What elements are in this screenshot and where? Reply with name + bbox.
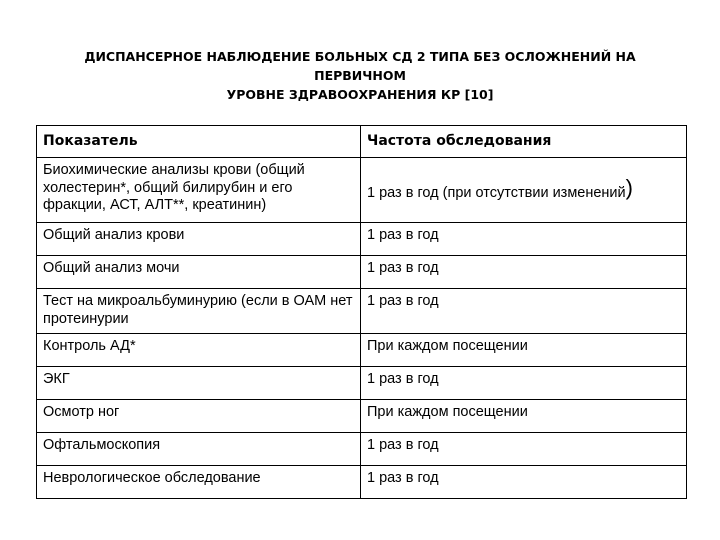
table-row: [37, 223, 687, 256]
page-title-line-2: УРОВНЕ ЗДРАВООХРАНЕНИЯ КР [10]: [226, 87, 494, 102]
indicator-cell: Общий анализ крови: [37, 223, 361, 256]
frequency-cell: [361, 158, 687, 223]
frequency-cell: 1 раз в год: [361, 223, 687, 256]
frequency-cell: При каждом посещении: [361, 334, 687, 367]
indicator-cell: Биохимические анализы крови (общий холестерин*, общий билирубин и его фракции, АСТ, АЛТ**, креатинин): [37, 158, 361, 223]
frequency-cell: 1 раз в год: [361, 433, 687, 466]
table-row: [37, 433, 687, 466]
table-row: [37, 158, 687, 223]
frequency-cell: 1 раз в год: [361, 367, 687, 400]
indicator-cell: Тест на микроальбуминурию (если в ОАМ нет протеинурии: [37, 289, 361, 334]
table-header-row: [37, 126, 687, 158]
page-title-line-1: ДИСПАНСЕРНОЕ НАБЛЮДЕНИЕ БОЛЬНЫХ СД 2 ТИПА БЕЗ ОСЛОЖНЕНИЙ НА ПЕРВИЧНОМ: [84, 49, 636, 83]
frequency-cell: 1 раз в год: [361, 256, 687, 289]
indicator-cell: Контроль АД*: [37, 334, 361, 367]
frequency-closing-paren: ): [625, 175, 633, 201]
indicator-cell: Общий анализ мочи: [37, 256, 361, 289]
frequency-cell: 1 раз в год: [361, 466, 687, 499]
table-row: [37, 289, 687, 334]
indicator-cell: ЭКГ: [37, 367, 361, 400]
frequency-cell: При каждом посещении: [361, 400, 687, 433]
table-row: [37, 400, 687, 433]
header-frequency: Частота обследования: [361, 126, 687, 158]
frequency-cell: 1 раз в год: [361, 289, 687, 334]
table-row: [37, 367, 687, 400]
indicator-cell: Осмотр ног: [37, 400, 361, 433]
examination-table: [36, 125, 687, 499]
page-title: [40, 47, 680, 104]
table-row: [37, 256, 687, 289]
indicator-cell: Неврологическое обследование: [37, 466, 361, 499]
table-row: [37, 466, 687, 499]
indicator-cell: Офтальмоскопия: [37, 433, 361, 466]
frequency-text: 1 раз в год (при отсутствии изменений: [367, 185, 626, 202]
table-row: [37, 334, 687, 367]
header-indicator: Показатель: [37, 126, 361, 158]
